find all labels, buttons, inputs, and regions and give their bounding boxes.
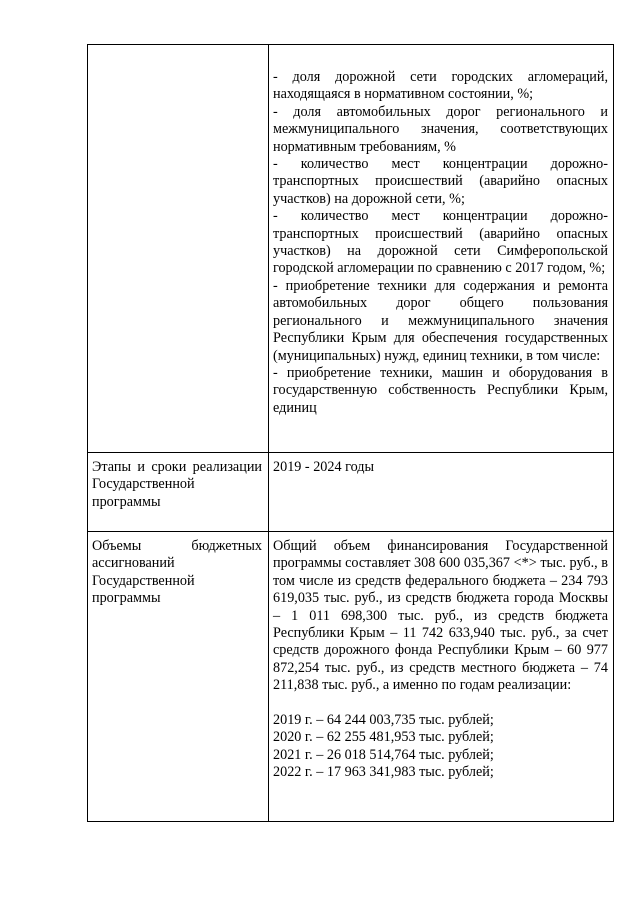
budget-value-cell: [269, 532, 614, 822]
indicator-item: - приобретение техники, машин и оборудования в государственную собственность Республики Крым, единиц: [273, 364, 608, 416]
table-row-indicators: [88, 45, 614, 453]
budget-label: Объемы бюджетных ассигнований Государственной программы: [92, 538, 262, 607]
indicator-item: - приобретение техники для содержания и ремонта автомобильных дорог общего пользования регионального и межмуниципального значения Республики Крым для обеспечения государственных (муниципальных) нужд, единиц техники, в том числе:: [273, 277, 608, 364]
indicator-item: - доля автомобильных дорог регионального и межмуниципального значения, соответствующих нормативным требованиям, %: [273, 103, 608, 155]
stages-value-cell: [269, 453, 614, 532]
budget-content: [269, 532, 613, 782]
budget-summary: Общий объем финансирования Государственной программы составляет 308 600 035,367 <*> тыс. руб., в том числе из средств федерального бюджета – 234 793 619,035 тыс. руб., из средств бюджета города Москвы – 1 011 698,300 тыс. руб., из средств бюджета Республики Крым – 11 742 633,940 тыс. руб., за счет средств дорожного фонда Республики Крым – 60 977 872,254 тыс. руб., из средств местного бюджета – 74 211,838 тыс. руб., а именно по годам реализации:: [273, 538, 608, 694]
row-label-cell: [88, 45, 269, 453]
year-funding-line: 2019 г. – 64 244 003,735 тыс. рублей;: [273, 712, 494, 729]
stages-label: Этапы и сроки реализации Государственной программы: [92, 459, 262, 510]
table-row-stages: [88, 453, 614, 532]
indicator-item: - количество мест концентрации дорожно-транспортных происшествий (аварийно опасных участков) на дорожной сети, %;: [273, 156, 608, 207]
stages-value: 2019 - 2024 годы: [273, 459, 375, 475]
indicators-list: [269, 45, 613, 417]
row-label: [88, 45, 268, 57]
year-funding-line: 2022 г. – 17 963 341,983 тыс. рублей;: [273, 764, 494, 781]
program-passport-table: [87, 44, 614, 822]
year-funding-line: 2020 г. – 62 255 481,953 тыс. рублей;: [273, 729, 494, 746]
indicators-cell: [269, 45, 614, 453]
budget-label-cell: [88, 532, 269, 822]
stages-label-cell: [88, 453, 269, 532]
indicator-item: - доля дорожной сети городских агломераций, находящаяся в нормативном состоянии, %;: [273, 69, 608, 103]
table-row-budget: [88, 532, 614, 822]
indicator-item: - количество мест концентрации дорожно-транспортных происшествий (аварийно опасных участков) на дорожной сети Симферопольской городской агломерации по сравнению с 2017 годом, %;: [273, 208, 608, 277]
year-funding-line: 2021 г. – 26 018 514,764 тыс. рублей;: [273, 746, 494, 763]
blank-line: [273, 695, 608, 712]
